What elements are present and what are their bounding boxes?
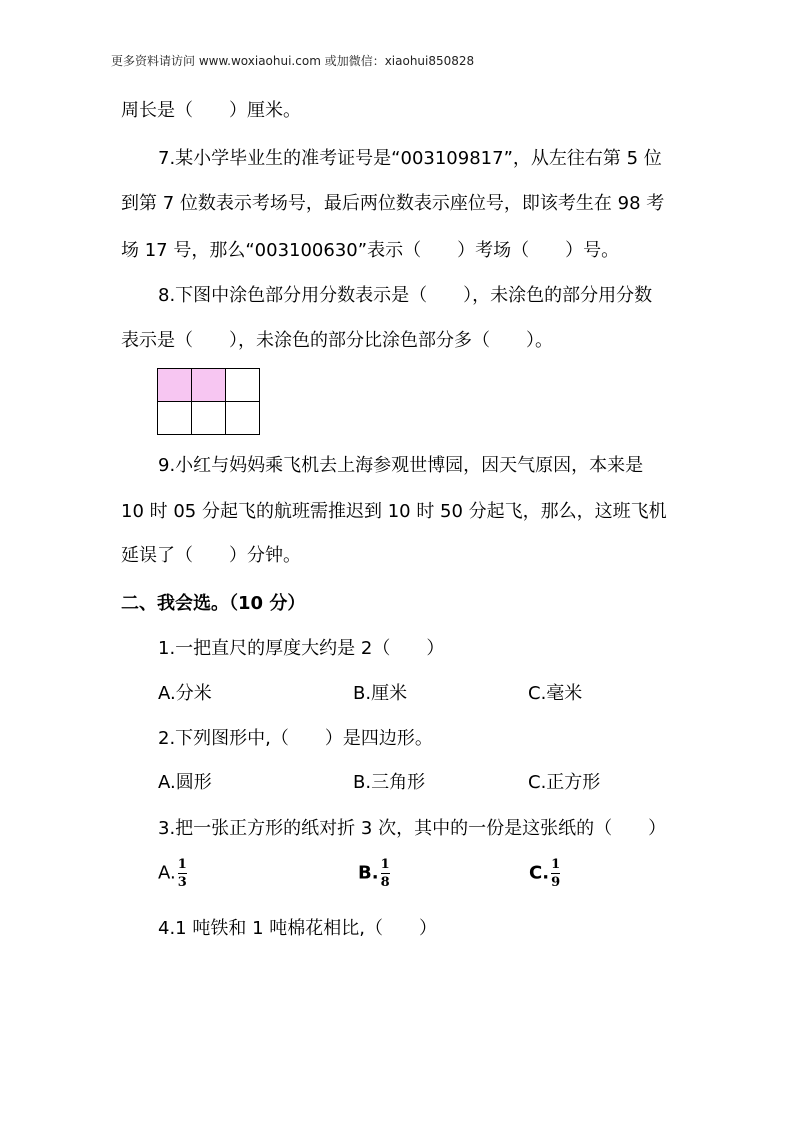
fraction-grid-figure <box>157 368 260 435</box>
section-2-title: 二、我会选。（10 分） <box>121 593 306 614</box>
grid-cell <box>226 402 260 435</box>
choice-3-option-b <box>358 858 390 889</box>
grid-cell <box>158 402 192 435</box>
option-label: B. <box>358 862 379 884</box>
choice-2-option-b: B.三角形 <box>353 772 426 793</box>
choice-3-option-a <box>158 858 187 889</box>
fraction <box>178 858 187 889</box>
choice-1-option-b: B.厘米 <box>353 683 408 704</box>
fraction-numerator: 1 <box>380 857 390 872</box>
fraction <box>381 858 390 889</box>
choice-2-option-c: C.正方形 <box>528 772 601 793</box>
option-label: C. <box>529 862 550 884</box>
fraction-numerator: 1 <box>177 857 187 872</box>
fraction-denominator: 9 <box>551 875 561 890</box>
q9-line-2: 10 时 05 分起飞的航班需推迟到 10 时 50 分起飞，那么，这班飞机 <box>121 501 667 522</box>
choice-1-option-c: C.毫米 <box>528 683 583 704</box>
grid-cell <box>192 402 226 435</box>
q6-tail: 周长是（ ）厘米。 <box>121 100 301 121</box>
q7-line-3: 场 17 号，那么“003100630”表示（ ）考场（ ）号。 <box>121 240 620 261</box>
q7-line-1: 7.某小学毕业生的准考证号是“003109817”，从左往右第 5 位 <box>158 148 662 169</box>
choice-2-question: 2.下列图形中,（ ）是四边形。 <box>158 728 433 749</box>
q7-line-2: 到第 7 位数表示考场号，最后两位数表示座位号，即该考生在 98 考 <box>121 193 665 214</box>
choice-4-question: 4.1 吨铁和 1 吨棉花相比,（ ） <box>158 918 437 939</box>
page-header: 更多资料请访问 www.woxiaohui.com 或加微信：xiaohui850828 <box>111 54 475 68</box>
choice-3-option-c <box>529 858 560 889</box>
q9-line-1: 9.小红与妈妈乘飞机去上海参观世博园，因天气原因，本来是 <box>158 455 644 476</box>
choice-3-question: 3.把一张正方形的纸对折 3 次，其中的一份是这张纸的（ ） <box>158 818 667 839</box>
fraction <box>551 858 560 889</box>
q9-line-3: 延误了（ ）分钟。 <box>121 545 301 566</box>
q8-line-2: 表示是（ ），未涂色的部分比涂色部分多（ ）。 <box>121 330 553 351</box>
choice-1-question: 1.一把直尺的厚度大约是 2（ ） <box>158 638 445 659</box>
fraction-denominator: 3 <box>177 875 187 890</box>
choice-2-option-a: A.圆形 <box>158 772 212 793</box>
grid-cell-shaded <box>158 369 192 402</box>
grid-cell <box>226 369 260 402</box>
fraction-numerator: 1 <box>551 857 561 872</box>
choice-1-option-a: A.分米 <box>158 683 212 704</box>
option-label: A. <box>158 862 176 884</box>
q8-line-1: 8.下图中涂色部分用分数表示是（ ），未涂色的部分用分数 <box>158 285 653 306</box>
grid-cell-shaded <box>192 369 226 402</box>
fraction-denominator: 8 <box>380 875 390 890</box>
